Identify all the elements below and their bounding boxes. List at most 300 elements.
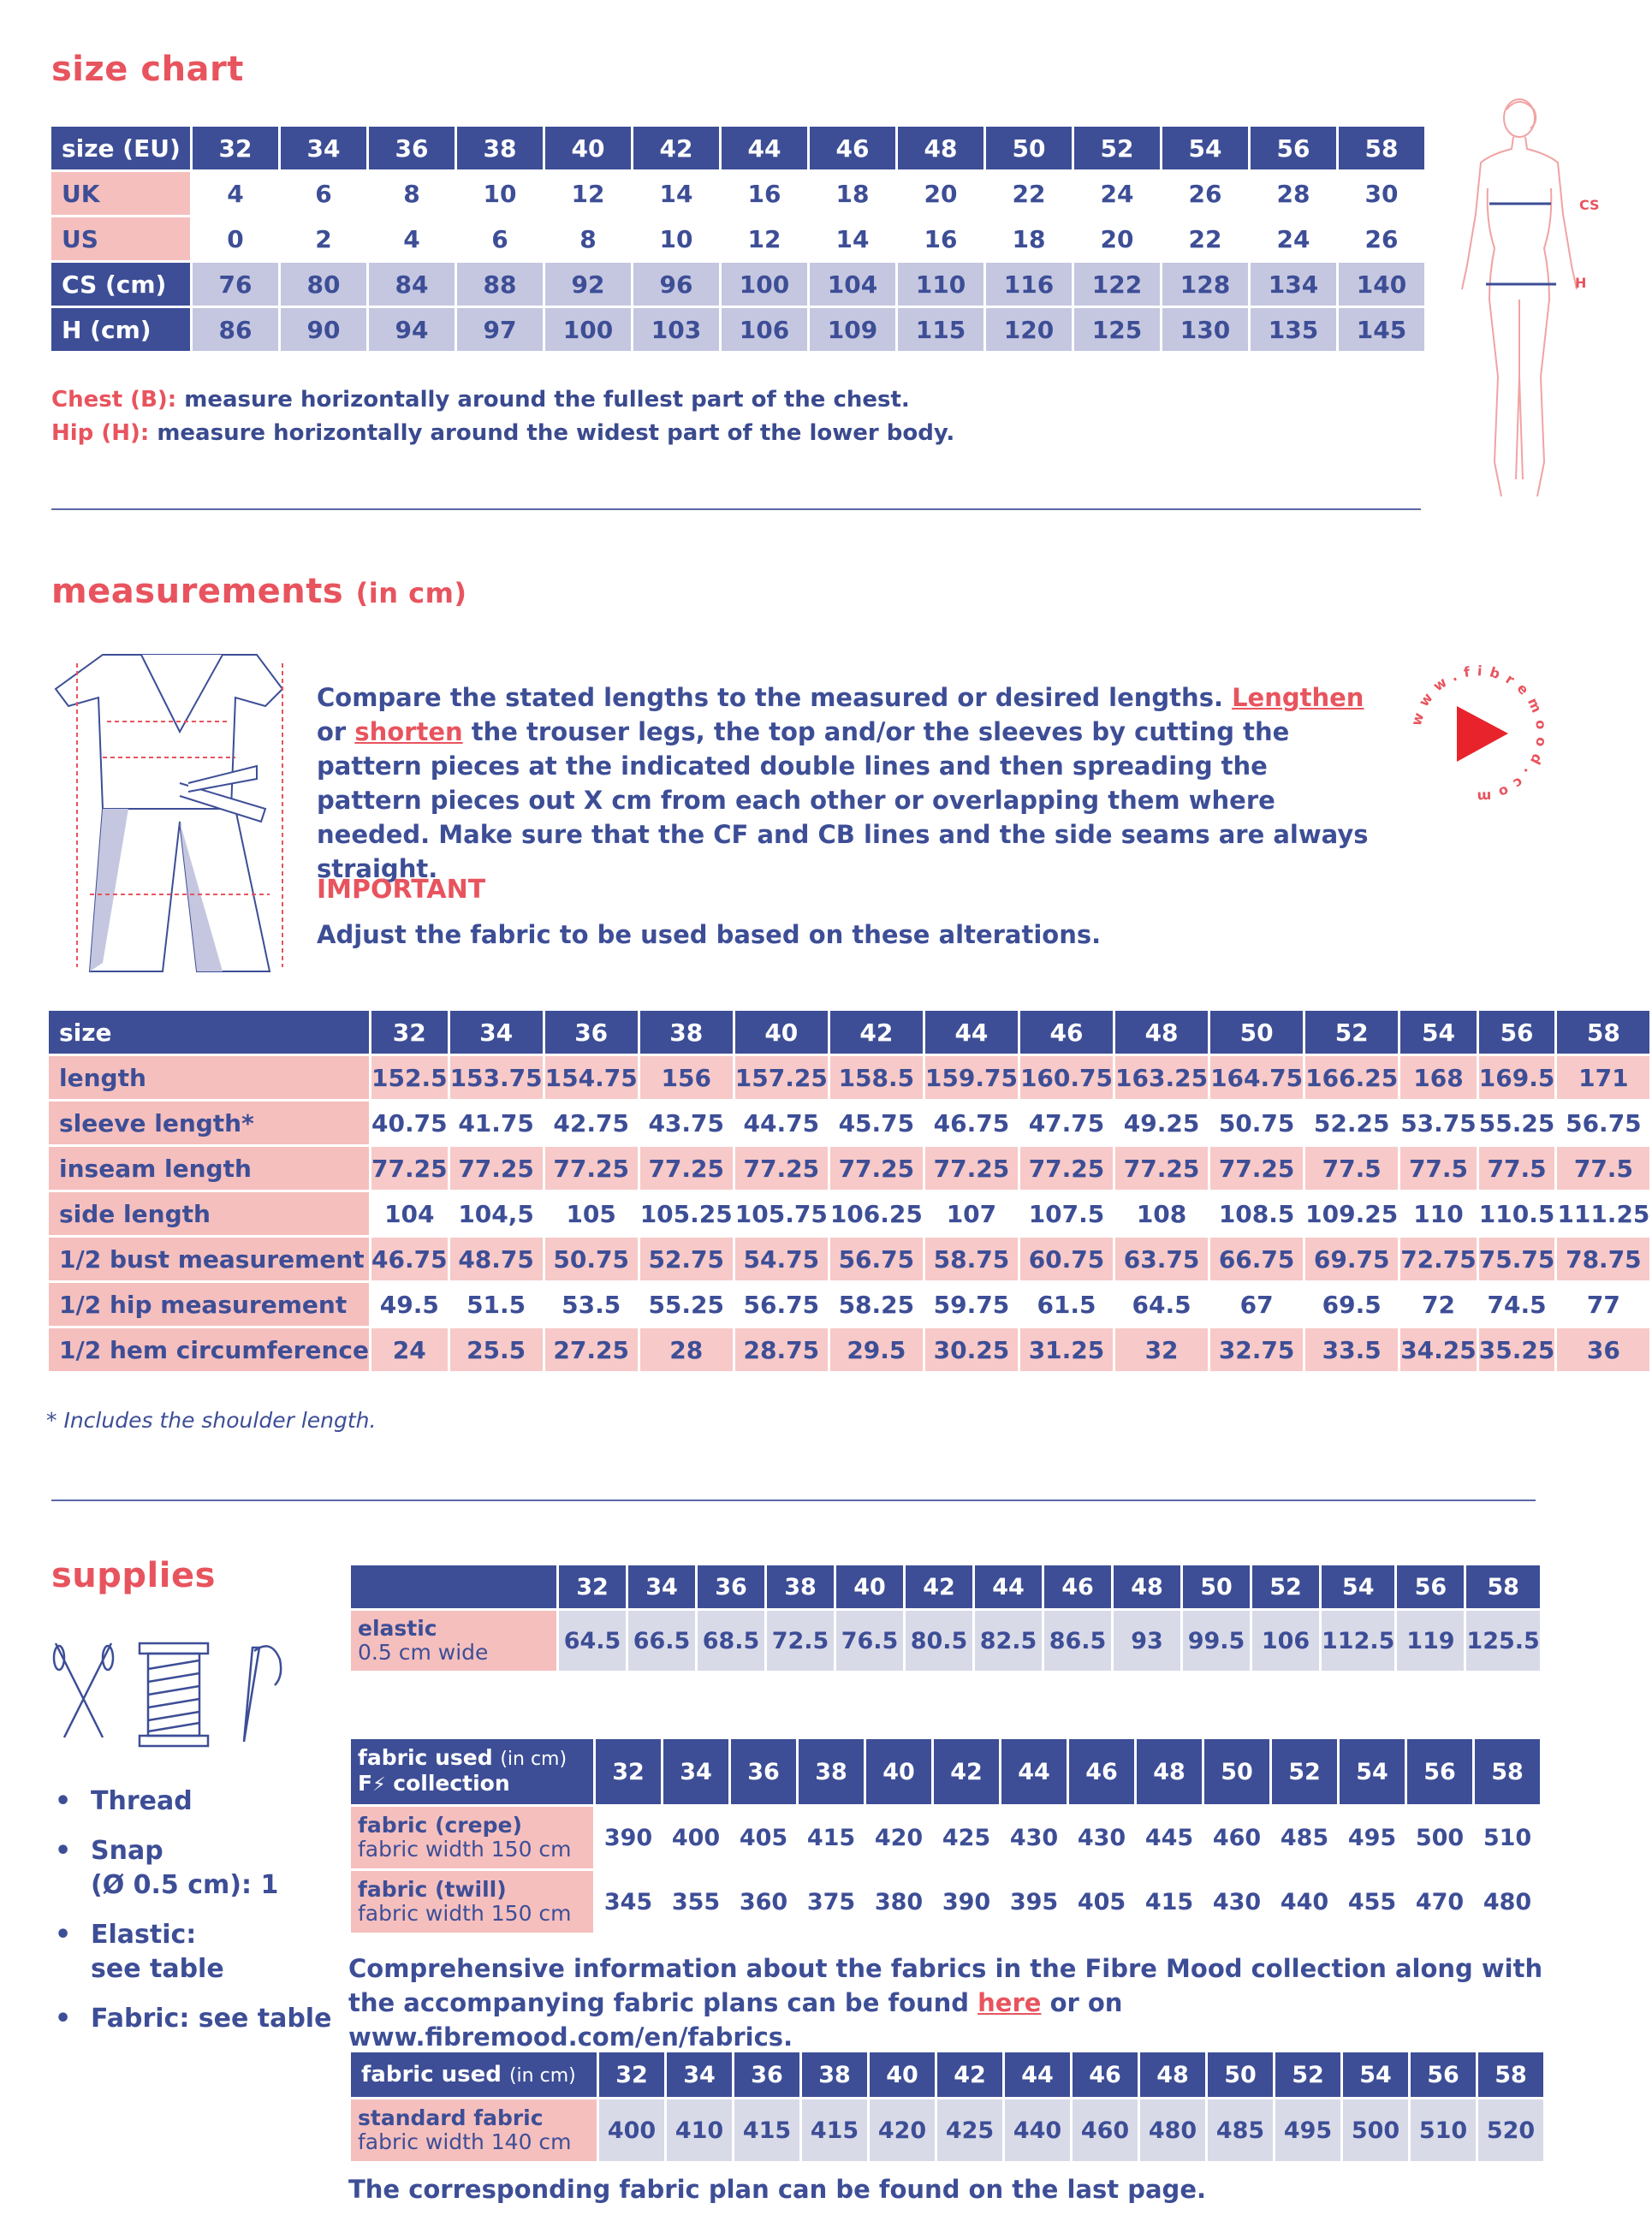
measurements-size-54: 54 xyxy=(1400,1011,1477,1054)
measurement-cell: 77.25 xyxy=(1020,1147,1113,1190)
fabric-info-text: Comprehensive information about the fabrics in the Fibre Mood collection along with the accompanying fabric plans can be found here or on www.fibremood.com/en/fabrics. xyxy=(348,1954,1543,2052)
measurement-cell: 78.75 xyxy=(1557,1238,1649,1280)
measurement-cell: 169.5 xyxy=(1479,1056,1555,1099)
measurement-cell: 46.75 xyxy=(925,1102,1018,1144)
size-header-44: 44 xyxy=(722,127,807,169)
measurement-cell: 32 xyxy=(1115,1328,1208,1371)
elastic-cell: 93 xyxy=(1114,1611,1180,1671)
chest-note: Chest (B): measure horizontally around the fullest part of the chest. xyxy=(51,387,910,413)
measurements-footnote: * Includes the shoulder length. xyxy=(46,1408,377,1433)
measurement-cell: 105.75 xyxy=(735,1192,828,1235)
size-cell: 28 xyxy=(1251,172,1336,215)
measurement-row xyxy=(49,1328,1649,1371)
size-cell: 4 xyxy=(193,172,278,215)
measurement-cell: 54.75 xyxy=(735,1238,828,1280)
elastic-size-34: 34 xyxy=(628,1565,695,1608)
measurement-cell: 48.75 xyxy=(450,1238,543,1280)
measurement-cell: 77 xyxy=(1557,1283,1649,1326)
fm-size-58: 58 xyxy=(1475,1739,1540,1804)
fabric-cell: 420 xyxy=(866,1807,931,1868)
measurement-cell: 53.5 xyxy=(545,1283,638,1326)
size-cell: 12 xyxy=(722,217,807,260)
measurement-cell: 56.75 xyxy=(1557,1102,1649,1144)
size-cell: 104 xyxy=(810,263,895,306)
fm-size-38: 38 xyxy=(799,1739,864,1804)
standard-fabric-table xyxy=(348,2050,1546,2164)
measurement-cell: 110.5 xyxy=(1479,1192,1555,1235)
fm-size-44: 44 xyxy=(1001,1739,1067,1804)
measurement-cell: 50.75 xyxy=(545,1238,638,1280)
std-fabric-cell: 420 xyxy=(870,2099,935,2161)
needle-icon xyxy=(244,1646,281,1742)
size-cell: 16 xyxy=(898,217,983,260)
size-cell: 84 xyxy=(369,263,455,306)
fabric-cell: 455 xyxy=(1340,1871,1405,1933)
size-cell: 116 xyxy=(986,263,1072,306)
measurement-cell: 51.5 xyxy=(450,1283,543,1326)
measurement-label: side length xyxy=(49,1192,369,1235)
fabric-cell: 360 xyxy=(731,1871,796,1933)
std-fabric-cell: 440 xyxy=(1005,2099,1070,2161)
body-measurement-figure xyxy=(1438,94,1618,522)
elastic-size-40: 40 xyxy=(836,1565,903,1608)
size-cell: 2 xyxy=(281,217,366,260)
fabric-cell: 470 xyxy=(1407,1871,1472,1933)
measurement-cell: 55.25 xyxy=(640,1283,733,1326)
measurement-cell: 41.75 xyxy=(450,1102,543,1144)
measurement-cell: 166.25 xyxy=(1305,1056,1398,1099)
measurement-cell: 52.75 xyxy=(640,1238,733,1280)
measurement-cell: 77.25 xyxy=(640,1147,733,1190)
fabric-cell: 415 xyxy=(1137,1871,1202,1933)
measurement-cell: 44.75 xyxy=(735,1102,828,1144)
size-chart-table xyxy=(49,124,1427,353)
fabric-row-label xyxy=(351,1871,593,1933)
measurement-cell: 46.75 xyxy=(371,1238,448,1280)
measurement-cell: 55.25 xyxy=(1479,1102,1555,1144)
fm-size-34: 34 xyxy=(663,1739,728,1804)
std-fabric-cell: 410 xyxy=(667,2099,732,2161)
fm-size-56: 56 xyxy=(1407,1739,1472,1804)
measurement-cell: 77.5 xyxy=(1305,1147,1398,1190)
elastic-cell: 125.5 xyxy=(1466,1611,1539,1671)
fabric-cell: 345 xyxy=(596,1871,661,1933)
supply-thread: • Thread xyxy=(55,1786,193,1816)
measurement-cell: 49.25 xyxy=(1115,1102,1208,1144)
size-cell: 135 xyxy=(1251,308,1336,351)
measurement-cell: 36 xyxy=(1557,1328,1649,1371)
measurements-size-42: 42 xyxy=(830,1011,923,1054)
elastic-size-58: 58 xyxy=(1466,1565,1539,1608)
measurement-cell: 107.5 xyxy=(1020,1192,1113,1235)
fm-size-52: 52 xyxy=(1272,1739,1337,1804)
std-size-44: 44 xyxy=(1005,2052,1070,2097)
fm-size-36: 36 xyxy=(731,1739,796,1804)
measurement-cell: 28 xyxy=(640,1328,733,1371)
size-cell: 26 xyxy=(1162,172,1248,215)
size-chart-title: size chart xyxy=(51,50,244,89)
std-size-46: 46 xyxy=(1073,2052,1138,2097)
measurements-size-34: 34 xyxy=(450,1011,543,1054)
size-header-38: 38 xyxy=(457,127,543,169)
std-fabric-cell: 480 xyxy=(1140,2099,1205,2161)
play-icon[interactable] xyxy=(1457,706,1508,762)
size-cell: 14 xyxy=(810,217,895,260)
measurement-cell: 43.75 xyxy=(640,1102,733,1144)
measurement-cell: 25.5 xyxy=(450,1328,543,1371)
fabric-cell: 425 xyxy=(934,1807,999,1868)
size-cell: 86 xyxy=(193,308,278,351)
size-cell: 22 xyxy=(986,172,1072,215)
size-cell: 100 xyxy=(545,308,631,351)
fabric-cell: 405 xyxy=(1069,1871,1134,1933)
measurement-row xyxy=(49,1238,1649,1280)
elastic-size-44: 44 xyxy=(975,1565,1042,1608)
std-fabric-cell: 495 xyxy=(1275,2099,1340,2161)
measurement-cell: 160.75 xyxy=(1020,1056,1113,1099)
measurement-cell: 77.5 xyxy=(1479,1147,1555,1190)
measurements-size-48: 48 xyxy=(1115,1011,1208,1054)
std-size-58: 58 xyxy=(1478,2052,1543,2097)
elastic-cell: 82.5 xyxy=(975,1611,1042,1671)
measurement-cell: 156 xyxy=(640,1056,733,1099)
size-header-34: 34 xyxy=(281,127,366,169)
measurement-cell: 108 xyxy=(1115,1192,1208,1235)
measurement-cell: 28.75 xyxy=(735,1328,828,1371)
std-fabric-used-unit: (in cm) xyxy=(508,2065,576,2087)
fm-size-40: 40 xyxy=(866,1739,931,1804)
elastic-cell: 112.5 xyxy=(1322,1611,1394,1671)
fabric-row-title: fabric (twill) xyxy=(358,1877,507,1902)
measurement-label: inseam length xyxy=(49,1147,369,1190)
measurement-cell: 35.25 xyxy=(1479,1328,1555,1371)
elastic-cell: 99.5 xyxy=(1183,1611,1250,1671)
size-header-54: 54 xyxy=(1162,127,1248,169)
size-cell: 120 xyxy=(986,308,1072,351)
fibremood-video-logo[interactable] xyxy=(1404,659,1554,809)
measurement-cell: 106.25 xyxy=(830,1192,923,1235)
measurement-label: 1/2 hip measurement xyxy=(49,1283,369,1326)
fabric-row-label xyxy=(351,1807,593,1868)
size-cell: 90 xyxy=(281,308,366,351)
measurements-size-38: 38 xyxy=(640,1011,733,1054)
measurement-cell: 108.5 xyxy=(1210,1192,1303,1235)
size-cell: 115 xyxy=(898,308,983,351)
measurement-cell: 77.25 xyxy=(1210,1147,1303,1190)
elastic-size-48: 48 xyxy=(1114,1565,1180,1608)
fabric-row-sub: fabric width 150 cm xyxy=(358,1901,572,1926)
size-cell: 6 xyxy=(457,217,543,260)
size-cell: 18 xyxy=(986,217,1072,260)
elastic-cell: 66.5 xyxy=(628,1611,695,1671)
thread-spool-icon xyxy=(140,1643,208,1746)
size-cell: 125 xyxy=(1074,308,1160,351)
lengthen-link[interactable]: Lengthen xyxy=(1232,683,1364,712)
std-size-54: 54 xyxy=(1343,2052,1408,2097)
size-cell: 18 xyxy=(810,172,895,215)
std-fabric-cell: 415 xyxy=(734,2099,799,2161)
size-cell: 24 xyxy=(1074,172,1160,215)
size-chart-notes xyxy=(51,383,954,450)
supplies-title: supplies xyxy=(51,1556,216,1595)
size-cell: 26 xyxy=(1339,217,1424,260)
fabric-cell: 390 xyxy=(596,1807,661,1868)
measurement-cell: 52.25 xyxy=(1305,1102,1398,1144)
measurements-size-40: 40 xyxy=(735,1011,828,1054)
measurement-cell: 77.25 xyxy=(925,1147,1018,1190)
std-size-42: 42 xyxy=(937,2052,1002,2097)
elastic-size-56: 56 xyxy=(1397,1565,1464,1608)
elastic-size-54: 54 xyxy=(1322,1565,1394,1608)
supply-elastic: • Elastic: see table xyxy=(55,1920,224,1984)
size-cell: 145 xyxy=(1339,308,1424,351)
size-cell: 106 xyxy=(722,308,807,351)
elastic-sub: 0.5 cm wide xyxy=(358,1640,489,1665)
size-cell: 94 xyxy=(369,308,455,351)
size-cell: 8 xyxy=(369,172,455,215)
measurement-cell: 72.75 xyxy=(1400,1238,1477,1280)
supplies-list xyxy=(51,1785,331,2052)
size-cell: 4 xyxy=(369,217,455,260)
fabric-row xyxy=(351,1807,1540,1868)
measurement-cell: 109.25 xyxy=(1305,1192,1398,1235)
measurement-label: length xyxy=(49,1056,369,1099)
size-chart-row xyxy=(51,217,1424,260)
measurement-row xyxy=(49,1147,1649,1190)
jumpsuit-illustration xyxy=(51,638,308,980)
fabric-cell: 440 xyxy=(1272,1871,1337,1933)
measurement-cell: 29.5 xyxy=(830,1328,923,1371)
fabric-used-title: fabric used xyxy=(358,1745,493,1770)
std-fabric-cell: 485 xyxy=(1208,2099,1273,2161)
elastic-size-52: 52 xyxy=(1252,1565,1319,1608)
measurement-cell: 107 xyxy=(925,1192,1018,1235)
elastic-cell: 106 xyxy=(1252,1611,1319,1671)
measurement-cell: 33.5 xyxy=(1305,1328,1398,1371)
elastic-size-42: 42 xyxy=(906,1565,972,1608)
measurement-cell: 40.75 xyxy=(371,1102,448,1144)
size-cell: 103 xyxy=(633,308,719,351)
fabric-info-link[interactable]: here xyxy=(978,1988,1042,2017)
fm-size-42: 42 xyxy=(934,1739,999,1804)
fabric-cell: 430 xyxy=(1069,1807,1134,1868)
size-header-46: 46 xyxy=(810,127,895,169)
measurements-size-52: 52 xyxy=(1305,1011,1398,1054)
elastic-cell: 76.5 xyxy=(836,1611,903,1671)
measurement-cell: 42.75 xyxy=(545,1102,638,1144)
divider-2 xyxy=(51,1500,1536,1501)
size-chart-row xyxy=(51,172,1424,215)
size-cell: 88 xyxy=(457,263,543,306)
measurement-label: 1/2 hem circumference xyxy=(49,1328,369,1371)
std-size-36: 36 xyxy=(734,2052,799,2097)
measurement-cell: 63.75 xyxy=(1115,1238,1208,1280)
fabric-cell: 430 xyxy=(1001,1807,1067,1868)
measurement-label: sleeve length* xyxy=(49,1102,369,1144)
measurement-cell: 58.75 xyxy=(925,1238,1018,1280)
measurement-cell: 30.25 xyxy=(925,1328,1018,1371)
size-header-36: 36 xyxy=(369,127,455,169)
std-fabric-cell: 400 xyxy=(599,2099,664,2161)
measurement-cell: 56.75 xyxy=(735,1283,828,1326)
fabric-cell: 405 xyxy=(731,1807,796,1868)
cs-label: CS xyxy=(1579,197,1600,213)
measurements-size-58: 58 xyxy=(1557,1011,1649,1054)
std-fabric-cell: 415 xyxy=(802,2099,867,2161)
size-cell: 6 xyxy=(281,172,366,215)
fm-size-50: 50 xyxy=(1204,1739,1269,1804)
measurement-cell: 77.25 xyxy=(830,1147,923,1190)
size-cell: 109 xyxy=(810,308,895,351)
measurement-cell: 154.75 xyxy=(545,1056,638,1099)
size-cell: 76 xyxy=(193,263,278,306)
std-fabric-cell: 520 xyxy=(1478,2099,1543,2161)
size-header-56: 56 xyxy=(1251,127,1336,169)
elastic-size-36: 36 xyxy=(698,1565,764,1608)
measurement-cell: 69.75 xyxy=(1305,1238,1398,1280)
fabric-row-title: fabric (crepe) xyxy=(358,1813,522,1838)
fabric-collection-table xyxy=(348,1737,1542,1935)
std-fabric-used-header xyxy=(351,2052,597,2097)
measurements-size-56: 56 xyxy=(1479,1011,1555,1054)
measurement-cell: 53.75 xyxy=(1400,1102,1477,1144)
row-label: CS (cm) xyxy=(51,263,190,306)
size-cell: 130 xyxy=(1162,308,1248,351)
size-cell: 14 xyxy=(633,172,719,215)
fabric-cell: 355 xyxy=(663,1871,728,1933)
shorten-link[interactable]: shorten xyxy=(354,717,463,746)
measurement-cell: 105 xyxy=(545,1192,638,1235)
measurements-size-46: 46 xyxy=(1020,1011,1113,1054)
fabric-plan-note: The corresponding fabric plan can be found on the last page. xyxy=(348,2175,1207,2204)
size-cell: 128 xyxy=(1162,263,1248,306)
divider-1 xyxy=(51,508,1421,510)
logo-ring-text: www.fibremood.com xyxy=(1407,662,1551,805)
sewing-tools-icons xyxy=(47,1639,295,1750)
std-fabric-title: standard fabric xyxy=(358,2105,544,2130)
fm-size-48: 48 xyxy=(1137,1739,1202,1804)
fabric-cell: 380 xyxy=(866,1871,931,1933)
fabric-cell: 495 xyxy=(1340,1807,1405,1868)
measurements-size-44: 44 xyxy=(925,1011,1018,1054)
elastic-size-50: 50 xyxy=(1183,1565,1250,1608)
measurement-cell: 67 xyxy=(1210,1283,1303,1326)
measurements-size-header: size xyxy=(49,1011,369,1054)
size-cell: 80 xyxy=(281,263,366,306)
elastic-title: elastic xyxy=(358,1616,437,1641)
std-size-34: 34 xyxy=(667,2052,732,2097)
measurement-row xyxy=(49,1102,1649,1144)
measurement-cell: 77.25 xyxy=(545,1147,638,1190)
measurement-cell: 77.5 xyxy=(1400,1147,1477,1190)
size-header-52: 52 xyxy=(1074,127,1160,169)
elastic-table xyxy=(348,1563,1542,1673)
measurement-label: 1/2 bust measurement xyxy=(49,1238,369,1280)
measurement-cell: 157.25 xyxy=(735,1056,828,1099)
fabric-cell: 430 xyxy=(1204,1871,1269,1933)
elastic-label xyxy=(351,1611,556,1671)
size-cell: 134 xyxy=(1251,263,1336,306)
size-cell: 97 xyxy=(457,308,543,351)
measurement-cell: 159.75 xyxy=(925,1056,1018,1099)
measurement-cell: 77.25 xyxy=(1115,1147,1208,1190)
size-header-58: 58 xyxy=(1339,127,1424,169)
size-cell: 24 xyxy=(1251,217,1336,260)
std-fabric-used-title: fabric used xyxy=(361,2062,502,2087)
measurement-row xyxy=(49,1192,1649,1235)
std-size-48: 48 xyxy=(1140,2052,1205,2097)
measurement-cell: 74.5 xyxy=(1479,1283,1555,1326)
measurement-cell: 163.25 xyxy=(1115,1056,1208,1099)
measurement-cell: 158.5 xyxy=(830,1056,923,1099)
fabric-cell: 485 xyxy=(1272,1807,1337,1868)
important-text: Adjust the fabric to be used based on these alterations. xyxy=(317,920,1102,949)
measurement-cell: 66.75 xyxy=(1210,1238,1303,1280)
measurement-cell: 58.25 xyxy=(830,1283,923,1326)
measurement-cell: 77.25 xyxy=(371,1147,448,1190)
measurement-cell: 34.25 xyxy=(1400,1328,1477,1371)
fabric-cell: 500 xyxy=(1407,1807,1472,1868)
fabric-cell: 375 xyxy=(799,1871,864,1933)
measurements-title: measurements (in cm) xyxy=(51,572,467,611)
measurement-cell: 47.75 xyxy=(1020,1102,1113,1144)
fabric-cell: 480 xyxy=(1475,1871,1540,1933)
size-eu-header: size (EU) xyxy=(51,127,190,169)
hip-note: Hip (H): measure horizontally around the widest part of the lower body. xyxy=(51,420,955,446)
fabric-cell: 400 xyxy=(663,1807,728,1868)
fabric-used-unit: (in cm) xyxy=(500,1749,568,1770)
elastic-size-46: 46 xyxy=(1044,1565,1111,1608)
fabric-cell: 415 xyxy=(799,1807,864,1868)
std-size-50: 50 xyxy=(1208,2052,1273,2097)
elastic-cell: 80.5 xyxy=(906,1611,972,1671)
size-cell: 92 xyxy=(545,263,631,306)
measurement-cell: 75.75 xyxy=(1479,1238,1555,1280)
measurement-cell: 31.25 xyxy=(1020,1328,1113,1371)
measurement-cell: 110 xyxy=(1400,1192,1477,1235)
fabric-row-sub: fabric width 150 cm xyxy=(358,1837,572,1862)
size-cell: 20 xyxy=(898,172,983,215)
std-size-38: 38 xyxy=(802,2052,867,2097)
fabric-used-header-line1 xyxy=(358,1746,593,1772)
row-label: H (cm) xyxy=(51,308,190,351)
fabric-cell: 395 xyxy=(1001,1871,1067,1933)
size-cell: 110 xyxy=(898,263,983,306)
elastic-size-38: 38 xyxy=(767,1565,834,1608)
size-header-50: 50 xyxy=(986,127,1072,169)
fabric-cell: 460 xyxy=(1204,1807,1269,1868)
measurement-cell: 111.25 xyxy=(1557,1192,1649,1235)
measurements-size-50: 50 xyxy=(1210,1011,1303,1054)
measurement-row xyxy=(49,1056,1649,1099)
measurement-cell: 104 xyxy=(371,1192,448,1235)
supply-fabric: • Fabric: see table xyxy=(55,2004,332,2034)
row-label: UK xyxy=(51,172,190,215)
std-size-56: 56 xyxy=(1411,2052,1476,2097)
size-cell: 10 xyxy=(633,217,719,260)
measurements-size-32: 32 xyxy=(371,1011,448,1054)
std-fabric-cell: 460 xyxy=(1073,2099,1138,2161)
measurement-cell: 164.75 xyxy=(1210,1056,1303,1099)
h-label: H xyxy=(1575,275,1587,291)
measurement-row xyxy=(49,1283,1649,1326)
measurement-cell: 32.75 xyxy=(1210,1328,1303,1371)
elastic-header-blank xyxy=(351,1565,556,1608)
fabric-cell: 445 xyxy=(1137,1807,1202,1868)
std-fabric-cell: 425 xyxy=(937,2099,1002,2161)
supply-snap: • Snap (Ø 0.5 cm): 1 xyxy=(55,1836,279,1900)
fabric-cell: 390 xyxy=(934,1871,999,1933)
